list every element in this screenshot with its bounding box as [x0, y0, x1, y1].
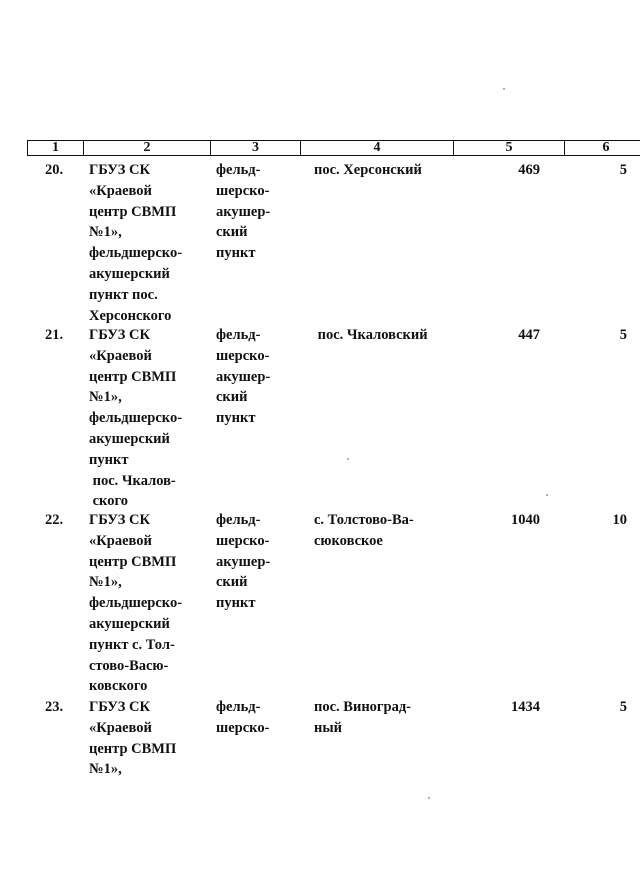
row-number: 21. [45, 327, 64, 343]
facility-type-line: шерско- [216, 532, 270, 549]
facility-type-line: фельд- [216, 327, 261, 343]
facility-name-line: ГБУЗ СК [89, 327, 151, 343]
scan-speck [347, 458, 349, 460]
population-value: 447 [518, 327, 540, 343]
facility-type-line: акушер- [216, 553, 271, 570]
facility-name-line: центр СВМП [89, 203, 177, 220]
facility-name-line: ГБУЗ СК [89, 512, 151, 528]
facility-name-line: центр СВМП [89, 553, 177, 570]
facility-name-line: «Краевой [89, 532, 152, 549]
row-number: 22. [45, 512, 64, 528]
facility-type-line: акушер- [216, 368, 271, 385]
column-6-value: 5 [619, 699, 627, 715]
facility-type-line: фельд- [216, 512, 261, 528]
settlement-name-line: пос. Виноград- [314, 699, 411, 715]
facility-name-line: ского [89, 493, 128, 510]
facility-name-line: фельдшерско- [89, 595, 183, 612]
facility-name-line: пункт [89, 451, 129, 468]
column-6-value: 5 [619, 162, 627, 178]
facility-type-line: ский [216, 389, 248, 406]
population-value: 469 [518, 162, 540, 178]
facility-name-line: акушерский [89, 266, 170, 282]
header-col-1: 1 [28, 141, 84, 156]
facility-name-line: стово-Васю- [89, 657, 169, 674]
settlement-name-line: с. Толстово-Ва- [314, 512, 414, 528]
header-col-6: 6 [565, 141, 640, 156]
row-number: 20. [45, 162, 64, 178]
scan-speck [503, 88, 505, 90]
facility-type-line: фельд- [216, 699, 261, 715]
facility-type-line: фельд- [216, 162, 261, 178]
facility-name-line: №1», [89, 761, 122, 778]
header-col-2: 2 [84, 141, 211, 156]
facility-type-line: шерско- [216, 347, 270, 364]
facility-type-line: шерско- [216, 719, 270, 736]
facility-name-line: пункт пос. [89, 286, 158, 303]
facility-name-line: центр СВМП [89, 368, 177, 385]
row-number: 23. [45, 699, 64, 715]
facility-name-line: «Краевой [89, 719, 152, 736]
facility-name-line: ковского [89, 678, 148, 695]
facility-name-line: Херсонского [89, 307, 172, 324]
facility-name-line: ГБУЗ СК [89, 162, 151, 178]
settlement-name-line: сюковское [314, 532, 383, 549]
facility-name-line: ГБУЗ СК [89, 699, 151, 715]
population-value: 1434 [511, 699, 540, 715]
facility-name-line: №1», [89, 574, 122, 591]
settlement-name-line: ный [314, 719, 343, 736]
facility-name-line: акушерский [89, 431, 170, 447]
facility-type-line: ский [216, 224, 248, 241]
header-row [28, 141, 640, 156]
facility-type-line: шерско- [216, 182, 270, 199]
facility-name-line: №1», [89, 389, 122, 406]
scan-speck [546, 494, 548, 496]
population-value: 1040 [511, 512, 540, 528]
facility-name-line: акушерский [89, 616, 170, 632]
scan-speck [428, 797, 430, 799]
header-col-4: 4 [301, 141, 454, 156]
facility-name-line: пос. Чкалов- [89, 472, 176, 489]
settlement-name-line: пос. Чкаловский [314, 327, 428, 343]
column-6-value: 10 [612, 512, 627, 528]
header-col-3: 3 [211, 141, 301, 156]
facility-type-line: ский [216, 574, 248, 591]
facility-type-line: пункт [216, 595, 256, 612]
column-6-value: 5 [619, 327, 627, 343]
table-header [27, 140, 640, 156]
facility-name-line: №1», [89, 224, 122, 241]
facility-name-line: «Краевой [89, 182, 152, 199]
header-col-5: 5 [454, 141, 565, 156]
facility-name-line: фельдшерско- [89, 410, 183, 427]
facility-name-line: «Краевой [89, 347, 152, 364]
facility-type-line: пункт [216, 245, 256, 262]
facility-name-line: пункт с. Тол- [89, 636, 175, 653]
facility-name-line: центр СВМП [89, 740, 177, 757]
facility-type-line: акушер- [216, 203, 271, 220]
facility-name-line: фельдшерско- [89, 245, 183, 262]
settlement-name-line: пос. Херсонский [314, 162, 422, 178]
facility-type-line: пункт [216, 410, 256, 427]
